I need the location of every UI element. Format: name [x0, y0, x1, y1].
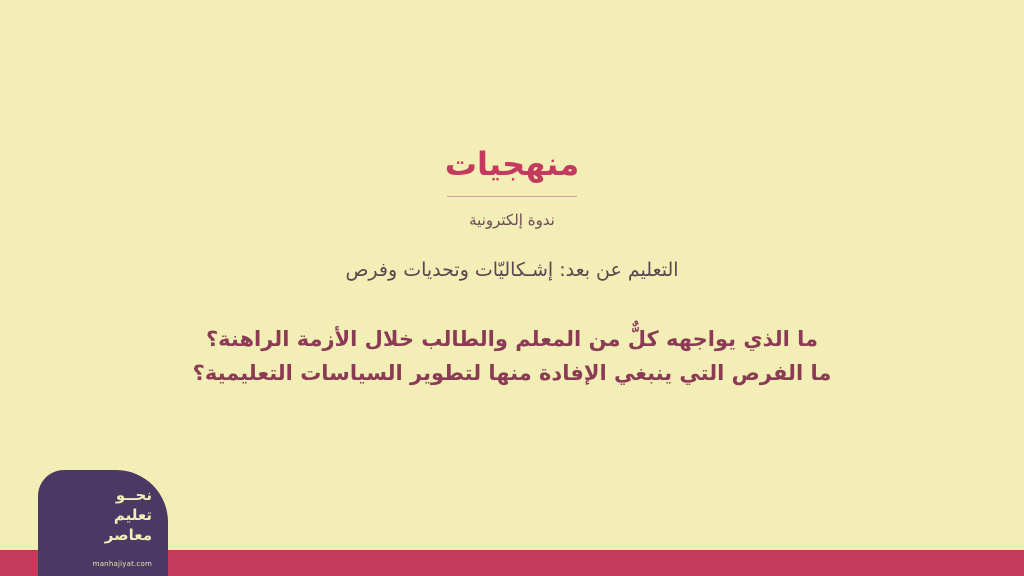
- question-line-2: ما الفرص التي ينبغي الإفادة منها لتطوير السياسات التعليمية؟: [192, 360, 832, 385]
- badge-slogan-line-3: معاصر: [104, 525, 152, 544]
- page-title: التعليم عن بعد: إشـكاليّات وتحديات وفرص: [345, 259, 679, 281]
- questions-block: [0, 323, 1024, 390]
- badge-slogan: [105, 486, 152, 545]
- brand-logo-text: منهجيات: [444, 145, 580, 183]
- divider: [447, 196, 577, 197]
- website-url: manhajiyat.com: [92, 560, 152, 568]
- badge-slogan-line-2: تعليم: [113, 505, 152, 524]
- badge-slogan-line-1: نحــو: [115, 486, 152, 504]
- question-line-1: ما الذي يواجهه كلٌّ من المعلم والطالب خلال الأزمة الراهنة؟: [206, 327, 818, 351]
- event-type-label: ندوة إلكترونية: [469, 211, 555, 229]
- logo-badge: [38, 470, 168, 576]
